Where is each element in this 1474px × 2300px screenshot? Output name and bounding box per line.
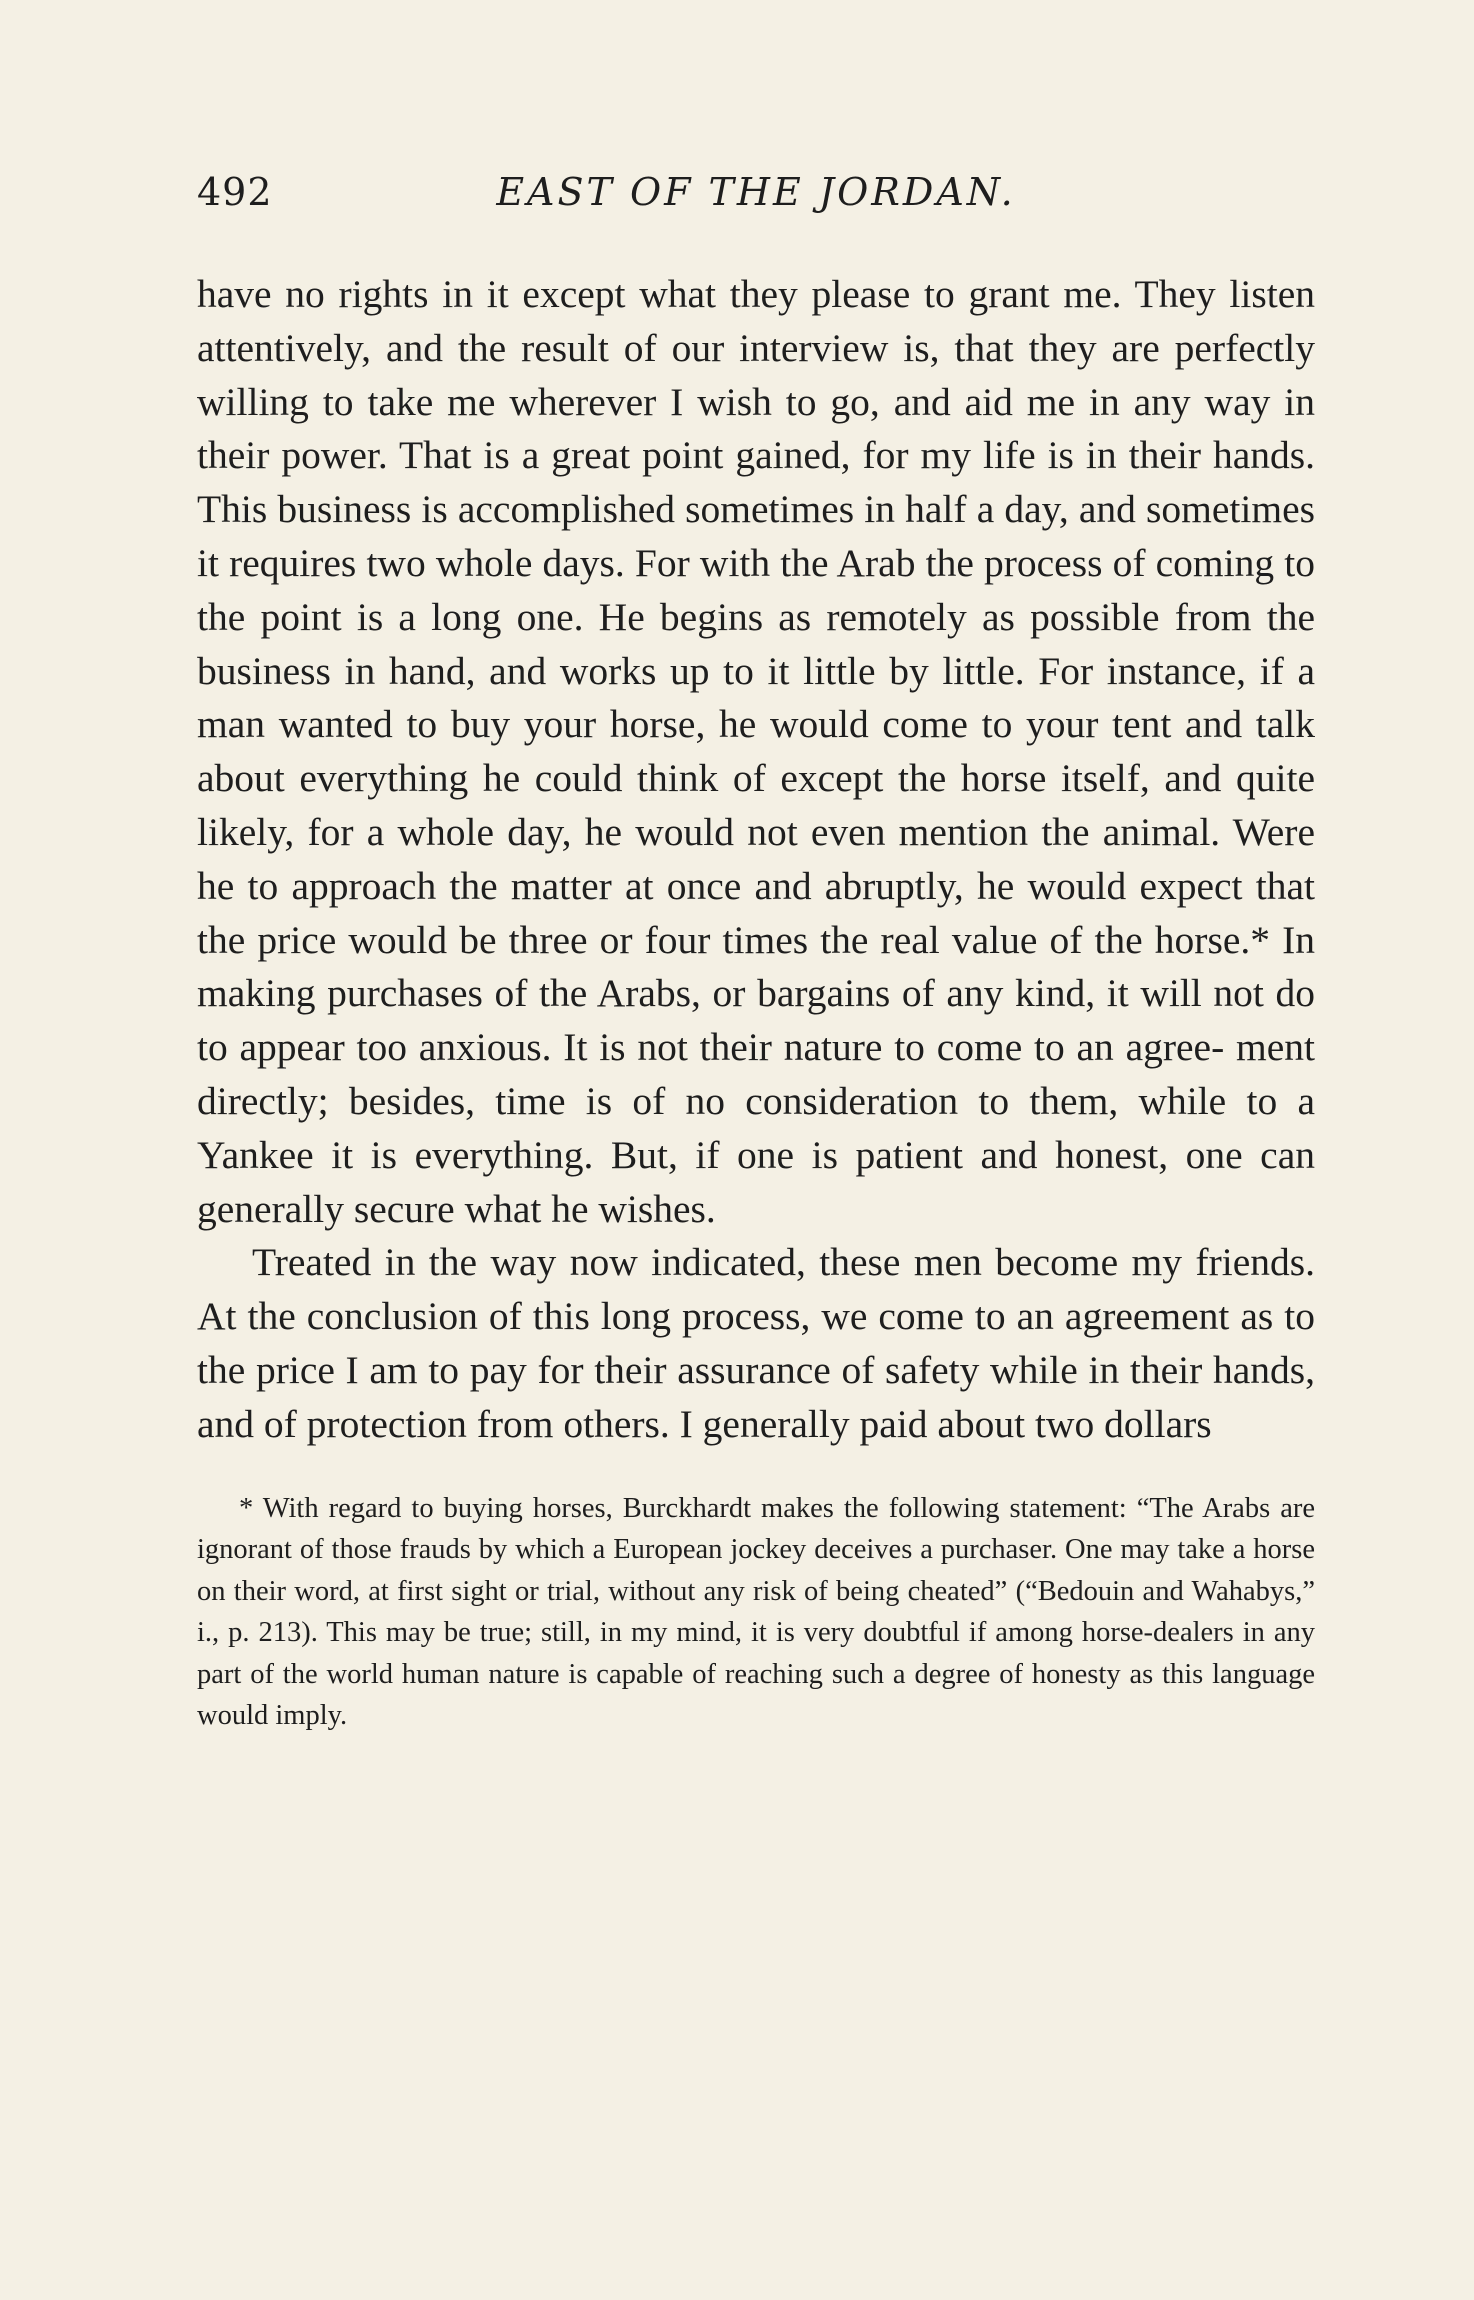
- paragraph: Treated in the way now indicated, these men become my friends. At the conclusion of this long process, we come to an agreement as to the price I am to pay for their assurance of safety while in their hands, and of protection from others. I generally paid about two dollars: [197, 1240, 1315, 1446]
- paragraph-continued: have no rights in it except what they please to grant me. They listen attentively, and the result of our interview is, that they are perfectly willing to take me wherever I wish to go, and aid me in any way in their power. That is a great point gained, for my life is in their hands. This business is accomplished sometimes in half a day, and sometimes it requires two whole days. For with the Arab the process of coming to the point is a long one. He begins as remotely as possible from the business in hand, and works up to it little by little. For instance, if a man wanted to buy your horse, he would come to your tent and talk about everything he could think of except the horse itself, and quite likely, for a whole day, he would not even mention the animal. Were he to approach the matter at once and abruptly, he would expect that the price would be three or four times the real value of the horse.* In making purchases of the Arabs, or bargains of any kind, it will not do to appear too anxious. It is not their nature to come to an agree- ment directly; besides, time is of no consideration to them, while to a Yankee it is everything. But, if one is patient and honest, one can generally secure what he wishes.: [197, 272, 1315, 1231]
- body-text: [197, 268, 1315, 1452]
- book-page: [197, 170, 1315, 1737]
- footnote: * With regard to buying horses, Burckhardt makes the following statement: “The Arabs are ignorant of those frauds by which a European jockey deceives a purchaser. One may take a horse on their word, at first sight or trial, without any risk of being cheated” (“Bedouin and Wahabys,” i., p. 213). This may be true; still, in my mind, it is very doubtful if among horse-dealers in any part of the world human nature is capable of reaching such a degree of honesty as this language would imply.: [197, 1492, 1315, 1732]
- running-title: EAST OF THE JORDAN.: [496, 170, 1016, 214]
- page-number: 492: [197, 170, 273, 214]
- running-head: [197, 170, 1315, 230]
